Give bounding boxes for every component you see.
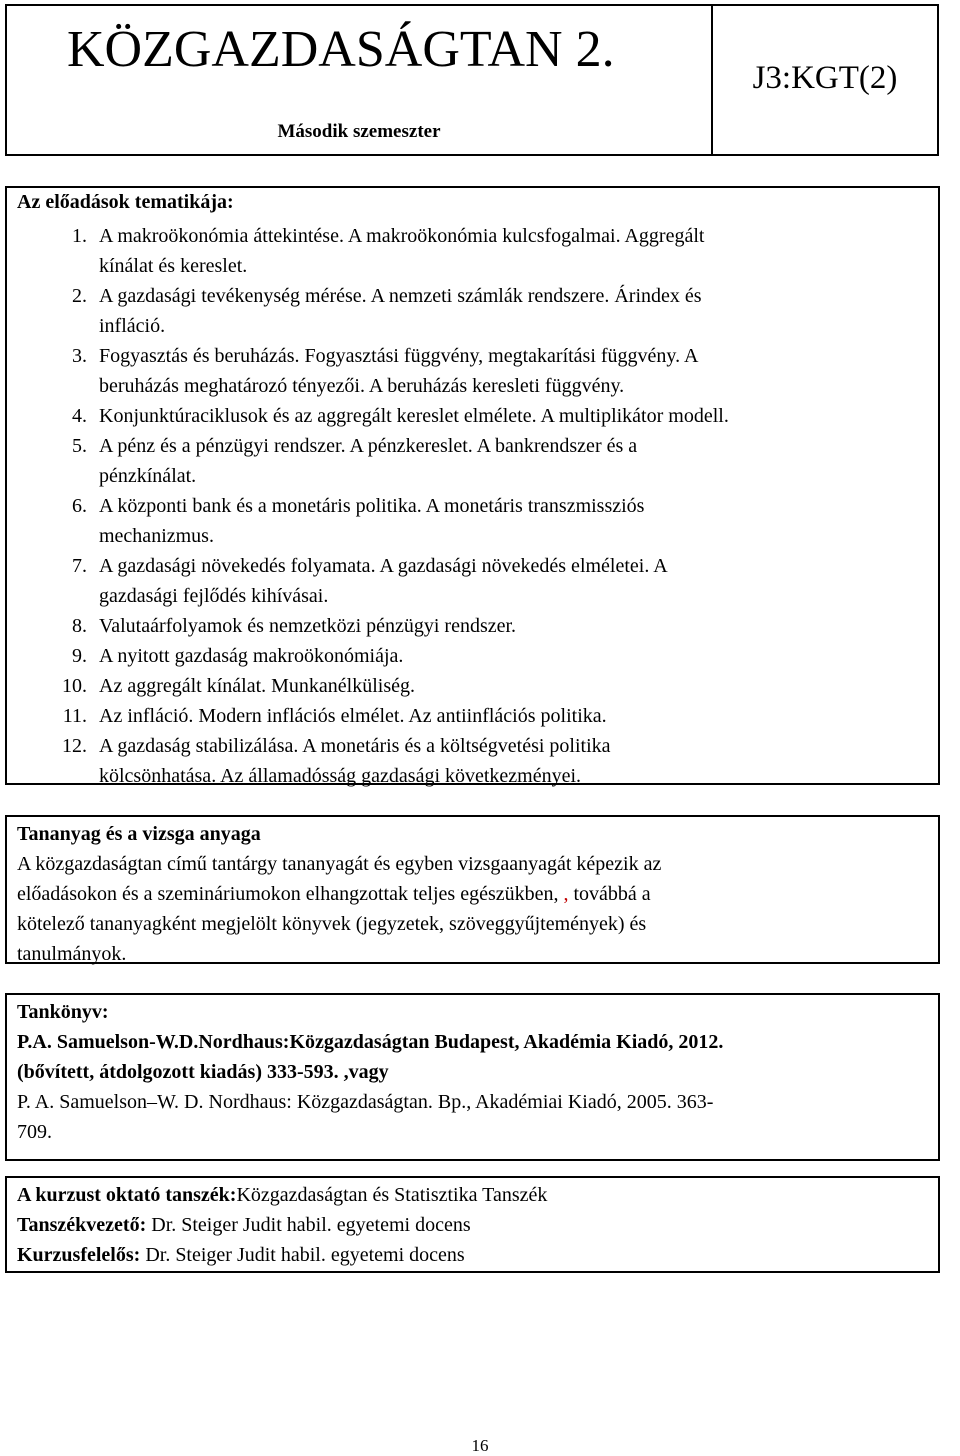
- course-code: J3:KGT(2): [752, 60, 898, 96]
- topic-text-line: A nyitott gazdaság makroökonómiája.: [99, 645, 404, 667]
- topic-text-line: beruházás meghatározó tényezői. A beruházás keresleti függvény.: [99, 375, 625, 397]
- dept-label: A kurzust oktató tanszék:: [17, 1184, 237, 1206]
- tananyag-line-2b: továbbá a: [568, 883, 651, 905]
- topic-text: [99, 281, 929, 341]
- topic-text-line: A makroökonómia áttekintése. A makroökonómia kulcsfogalmai. Aggregált: [99, 225, 705, 247]
- topic-text-line: Fogyasztás és beruházás. Fogyasztási függvény, megtakarítási függvény. A: [99, 345, 699, 367]
- topic-text: [99, 431, 929, 491]
- topic-text: [99, 611, 929, 641]
- topics-heading: Az előadások tematikája:: [17, 191, 234, 213]
- topic-text: [99, 491, 929, 551]
- tananyag-box: [5, 815, 940, 964]
- topic-number: 7.: [72, 555, 87, 577]
- topic-text: [99, 641, 929, 671]
- tankonyv-line-2: (bővített, átdolgozott kiadás) 333-593. ,vagy: [17, 1061, 389, 1083]
- topic-text: [99, 731, 929, 791]
- tankonyv-line-4: 709.: [17, 1121, 52, 1143]
- head-value: Dr. Steiger Judit habil. egyetemi docens: [146, 1214, 471, 1236]
- topic-text-line: A gazdasági tevékenység mérése. A nemzeti számlák rendszere. Árindex és: [99, 285, 702, 307]
- resp-line: [17, 1240, 465, 1270]
- tananyag-line-3: kötelező tananyagként megjelölt könyvek (jegyzetek, szöveggyűjtemények) és: [17, 913, 647, 935]
- head-label: Tanszékvezető:: [17, 1214, 147, 1236]
- tanszek-box: [5, 1176, 940, 1273]
- resp-label: Kurzusfelelős:: [17, 1244, 141, 1266]
- topic-number: 8.: [72, 615, 87, 637]
- page-number: 16: [471, 1436, 489, 1455]
- topic-number: 2.: [72, 285, 87, 307]
- tananyag-line-2a: előadásokon és a szemináriumokon elhangzottak teljes egészükben,: [17, 883, 564, 905]
- topic-text-line: mechanizmus.: [99, 525, 214, 547]
- topic-text-line: kölcsönhatása. Az államadósság gazdasági következményei.: [99, 765, 582, 787]
- topic-number: 9.: [72, 645, 87, 667]
- topic-number: 1.: [72, 225, 87, 247]
- topic-text: [99, 221, 929, 281]
- tankonyv-line-1: P.A. Samuelson-W.D.Nordhaus:Közgazdaságtan Budapest, Akadémia Kiadó, 2012.: [17, 1031, 724, 1053]
- head-line: [17, 1210, 471, 1240]
- dept-line: [17, 1180, 547, 1210]
- topic-text-line: gazdasági fejlődés kihívásai.: [99, 585, 329, 607]
- resp-value: Dr. Steiger Judit habil. egyetemi docens: [140, 1244, 465, 1266]
- topic-text-line: A gazdaság stabilizálása. A monetáris és a költségvetési politika: [99, 735, 611, 757]
- topic-text: [99, 401, 929, 431]
- topic-text-line: A pénz és a pénzügyi rendszer. A pénzkereslet. A bankrendszer és a: [99, 435, 638, 457]
- topic-text-line: Konjunktúraciklusok és az aggregált kereslet elmélete. A multiplikátor modell.: [99, 405, 729, 427]
- topic-text: [99, 341, 929, 401]
- topic-number: 12.: [62, 735, 87, 757]
- topic-text: [99, 671, 929, 701]
- tananyag-line-4: tanulmányok.: [17, 943, 127, 965]
- topic-text: [99, 551, 929, 611]
- topic-text-line: A központi bank és a monetáris politika. A monetáris transzmissziós: [99, 495, 645, 517]
- tananyag-line-1: A közgazdaságtan című tantárgy tananyagát és egyben vizsgaanyagát képezik az: [17, 853, 662, 875]
- topic-number: 11.: [62, 705, 87, 727]
- topic-text-line: kínálat és kereslet.: [99, 255, 248, 277]
- topic-text-line: infláció.: [99, 315, 166, 337]
- tananyag-heading: Tananyag és a vizsga anyaga: [17, 823, 261, 845]
- topics-box: [5, 186, 940, 785]
- topic-number: 10.: [62, 675, 87, 697]
- tananyag-line-2-mark: ,: [563, 883, 569, 905]
- course-title: KÖZGAZDASÁGTAN 2.: [67, 21, 615, 78]
- topic-text-line: pénzkínálat.: [99, 465, 197, 487]
- header-box: [5, 4, 939, 156]
- topic-text-line: Az infláció. Modern inflációs elmélet. Az antiinflációs politika.: [99, 705, 607, 727]
- topic-number: 3.: [72, 345, 87, 367]
- tankonyv-line-3: P. A. Samuelson–W. D. Nordhaus: Közgazdaságtan. Bp., Akadémiai Kiadó, 2005. 363-: [17, 1091, 714, 1113]
- topic-text: [99, 701, 929, 731]
- topic-text-line: A gazdasági növekedés folyamata. A gazdasági növekedés elméletei. A: [99, 555, 668, 577]
- dept-value: Közgazdaságtan és Statisztika Tanszék: [236, 1184, 548, 1206]
- topic-text-line: Az aggregált kínálat. Munkanélküliség.: [99, 675, 416, 697]
- tananyag-line-2: [17, 879, 651, 909]
- semester-label: Második szemeszter: [277, 121, 441, 142]
- tankonyv-heading: Tankönyv:: [17, 1001, 109, 1023]
- tankonyv-box: [5, 993, 940, 1161]
- topic-number: 5.: [72, 435, 87, 457]
- topic-number: 6.: [72, 495, 87, 517]
- topic-text-line: Valutaárfolyamok és nemzetközi pénzügyi rendszer.: [99, 615, 517, 637]
- topic-number: 4.: [72, 405, 87, 427]
